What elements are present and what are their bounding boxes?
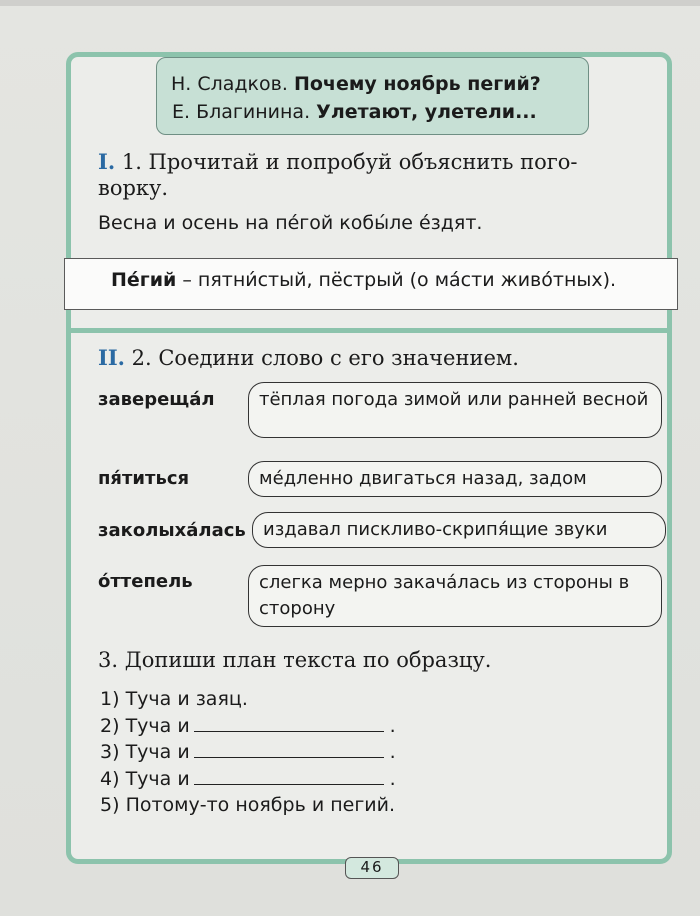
definition-word: Пе́гий [111,269,177,291]
plan-item-3 [100,739,396,766]
word-pyatitsya[interactable]: пя́титься [98,468,190,489]
author-sladkov: Н. Сладков. [171,73,288,95]
definition-text: – пятни́стый, пёстрый (о ма́сти живо́тных). [176,269,617,291]
plan-item-2 [100,713,396,740]
plan-num: 1) [100,688,120,710]
plan-text: Туча и [125,767,190,790]
plan-end: . [389,714,396,737]
meaning-warm-weather[interactable]: тёплая погода зимой или ранней весной [248,382,662,438]
section-divider [66,328,672,333]
plan-item-1 [100,686,396,713]
title-pochemu-noyabr: Почему ноябрь пегий? [293,73,541,95]
task1-text-line2: ворку. [98,176,169,200]
word-zavereshchal[interactable]: завереща́л [98,389,215,410]
page-top-edge [0,0,700,6]
roman-one: I. [98,149,116,174]
meaning-squeaky-sounds[interactable]: издавал пискливо-скрипя́щие звуки [252,512,666,548]
meaning-move-back[interactable]: ме́дленно двигаться назад, задом [248,461,662,497]
plan-list [100,686,396,819]
page-number: 46 [345,857,399,879]
author-blaginina: Е. Благинина. [172,101,311,123]
task3-heading: 3. Допиши план текста по образцу. [98,648,492,672]
answer-blank[interactable] [194,768,384,785]
task2-heading [98,344,519,372]
plan-text: Туча и [125,714,190,737]
roman-two: II. [98,345,125,370]
word-ottepel[interactable]: о́ттепель [98,571,193,592]
task1-text-line1: 1. Прочитай и попробуй объяснить пого- [121,150,578,174]
word-zakolykhalas[interactable]: заколыха́лась [98,520,246,541]
plan-num: 4) [100,767,120,790]
proverb: Весна и осень на пе́гой кобы́ле е́здят. [98,212,483,234]
plan-text: Потому-то ноябрь и пегий. [125,794,396,816]
title-line-1 [171,70,588,98]
task1-heading [98,148,577,176]
plan-end: . [389,767,396,790]
task2-text: 2. Соедини слово с его значением. [131,346,519,370]
plan-num: 3) [100,741,120,763]
plan-item-5 [100,792,396,819]
plan-item-4 [100,766,396,793]
plan-text: Туча и заяц. [125,688,248,710]
answer-blank[interactable] [194,715,384,732]
title-uletayut: Улетают, улетели... [316,101,537,123]
title-line-2 [171,98,588,126]
meaning-swayed[interactable]: слегка мерно закача́лась из стороны в сторону [248,565,662,627]
plan-text: Туча и [125,741,190,763]
lesson-title-box [156,57,589,135]
plan-num: 2) [100,714,120,737]
answer-blank[interactable] [194,741,384,758]
plan-end: . [389,741,396,763]
definition-box [64,258,678,310]
plan-num: 5) [100,794,120,816]
